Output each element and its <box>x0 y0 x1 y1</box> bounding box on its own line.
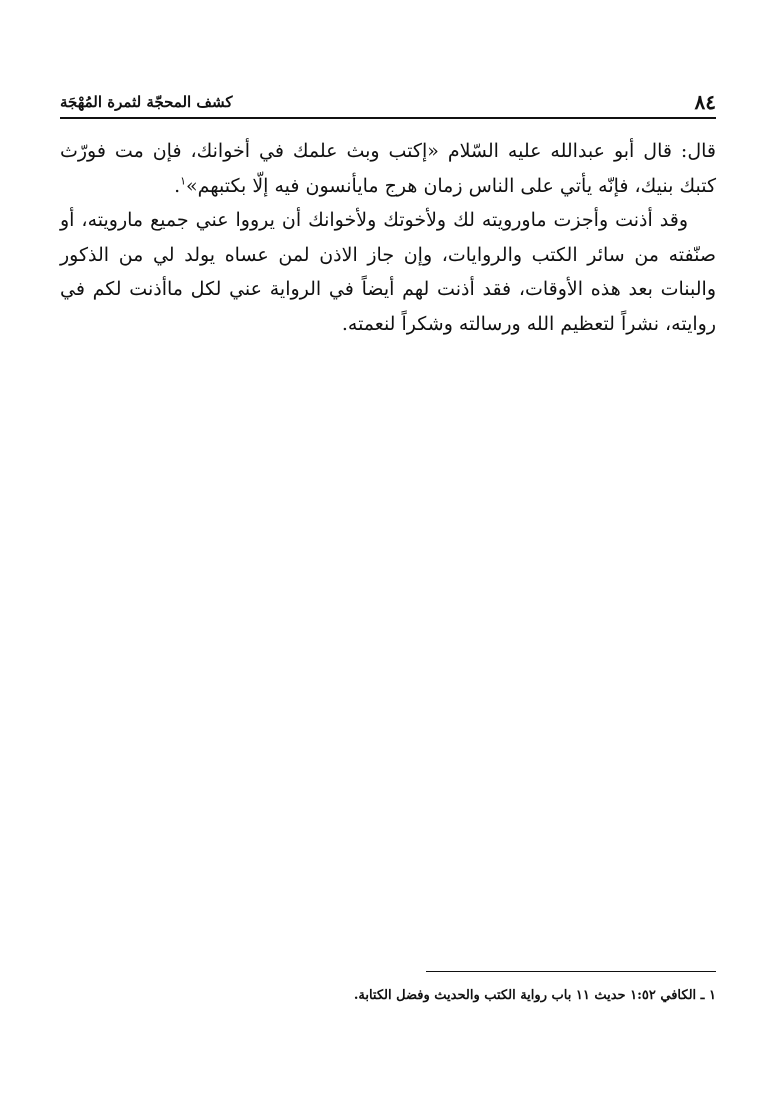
footnote-reference: ١ <box>180 174 187 188</box>
book-page <box>60 0 716 1093</box>
footnote-rule <box>426 971 716 972</box>
paragraph-1-end: . <box>174 174 181 197</box>
header-rule <box>60 117 716 119</box>
paragraph-1-text: قال: قال أبو عبدالله عليه السّلام «إكتب وبث علمك في أخوانك، فإن مت فورّث كتبك بنيك، فإنّه يأتي على الناس زمان هرج مايأنسون فيه إلّا بكتبهم» <box>60 140 716 197</box>
page-number: ٨٤ <box>694 90 716 114</box>
paragraph-2: وقد أذنت وأجزت ماورويته لك ولأخوتك ولأخوانك أن يرووا عني جميع مارويته، أو صنّفته من سائر الكتب والروايات، وإن جاز الاذن لمن عساه يولد لي من الذكور والبنات بعد هذه الأوقات، فقد أذنت لهم أيضاً في الرواية عني لكل ماأذنت لكم في روايته، نشراً لتعظيم الله ورسالته وشكراً لنعمته. <box>60 209 716 335</box>
book-title: كشف المحجّة لثمرة المُهْجَة <box>60 93 233 111</box>
paragraph-1 <box>60 134 716 203</box>
body-text <box>60 134 716 341</box>
running-head <box>60 84 716 114</box>
footnote: ١ ـ الكافي ١:٥٢ حديث ١١ باب رواية الكتب والحديث وفضل الكتابة. <box>353 988 716 1003</box>
